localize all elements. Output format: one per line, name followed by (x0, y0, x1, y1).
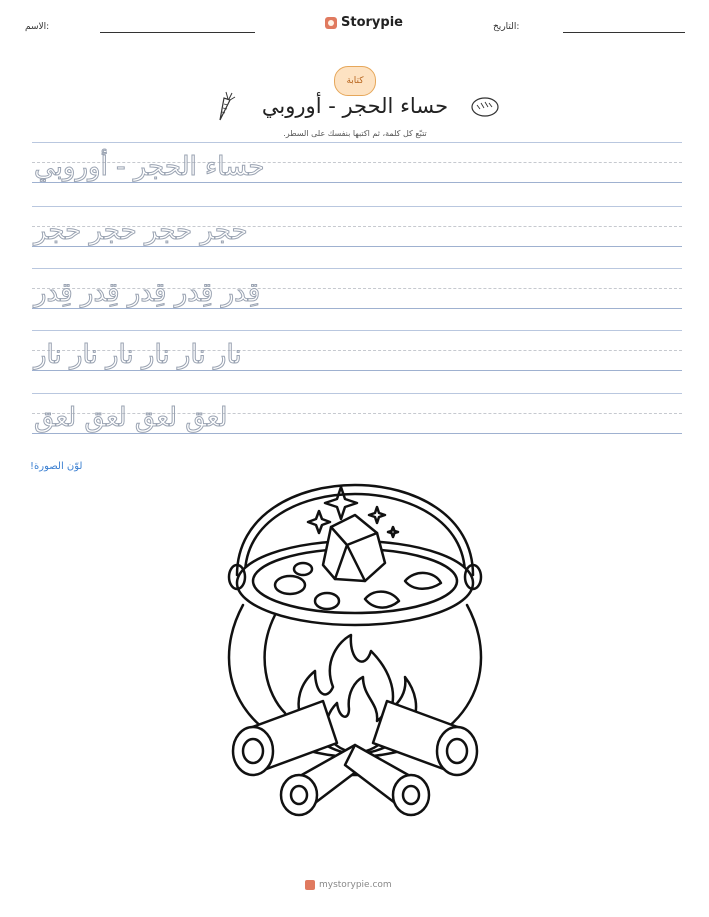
trace-row-2[interactable] (32, 206, 682, 270)
cauldron-illustration[interactable] (215, 465, 495, 820)
trace-text: نار نار نار نار نار نار (34, 340, 242, 370)
storypie-logo-icon (325, 17, 337, 29)
trace-text: قِدر قِدر قِدر قِدر قِدر (34, 278, 261, 308)
name-label: الاسم: (25, 22, 50, 32)
color-prompt: لوّن الصورة! (30, 461, 83, 472)
instructions: تتبّع كل كلمة، ثم اكتبها بنفسك على السطر. (283, 129, 427, 138)
trace-row-4[interactable] (32, 330, 682, 394)
page-title: حساء الحجر - أوروبي (261, 94, 449, 118)
trace-row-3[interactable] (32, 268, 682, 332)
trace-row-5[interactable] (32, 393, 682, 457)
footer-url[interactable]: mystorypie.com (319, 880, 392, 890)
footer (305, 880, 392, 890)
trace-text: حجر حجر حجر حجر (34, 216, 248, 246)
bread-icon (470, 96, 500, 118)
brand (325, 15, 403, 30)
brand-name: Storypie (341, 15, 403, 30)
name-line[interactable] (100, 32, 255, 33)
trace-text: حساء الحجر - أوروبي (34, 152, 265, 182)
trace-row-1[interactable] (32, 142, 682, 206)
category-badge: كتابة (334, 66, 376, 96)
date-line[interactable] (563, 32, 685, 33)
storypie-logo-icon (305, 880, 315, 890)
date-label: التاريخ: (493, 22, 520, 32)
trace-text: لعق لعق لعق لعق (34, 403, 228, 433)
